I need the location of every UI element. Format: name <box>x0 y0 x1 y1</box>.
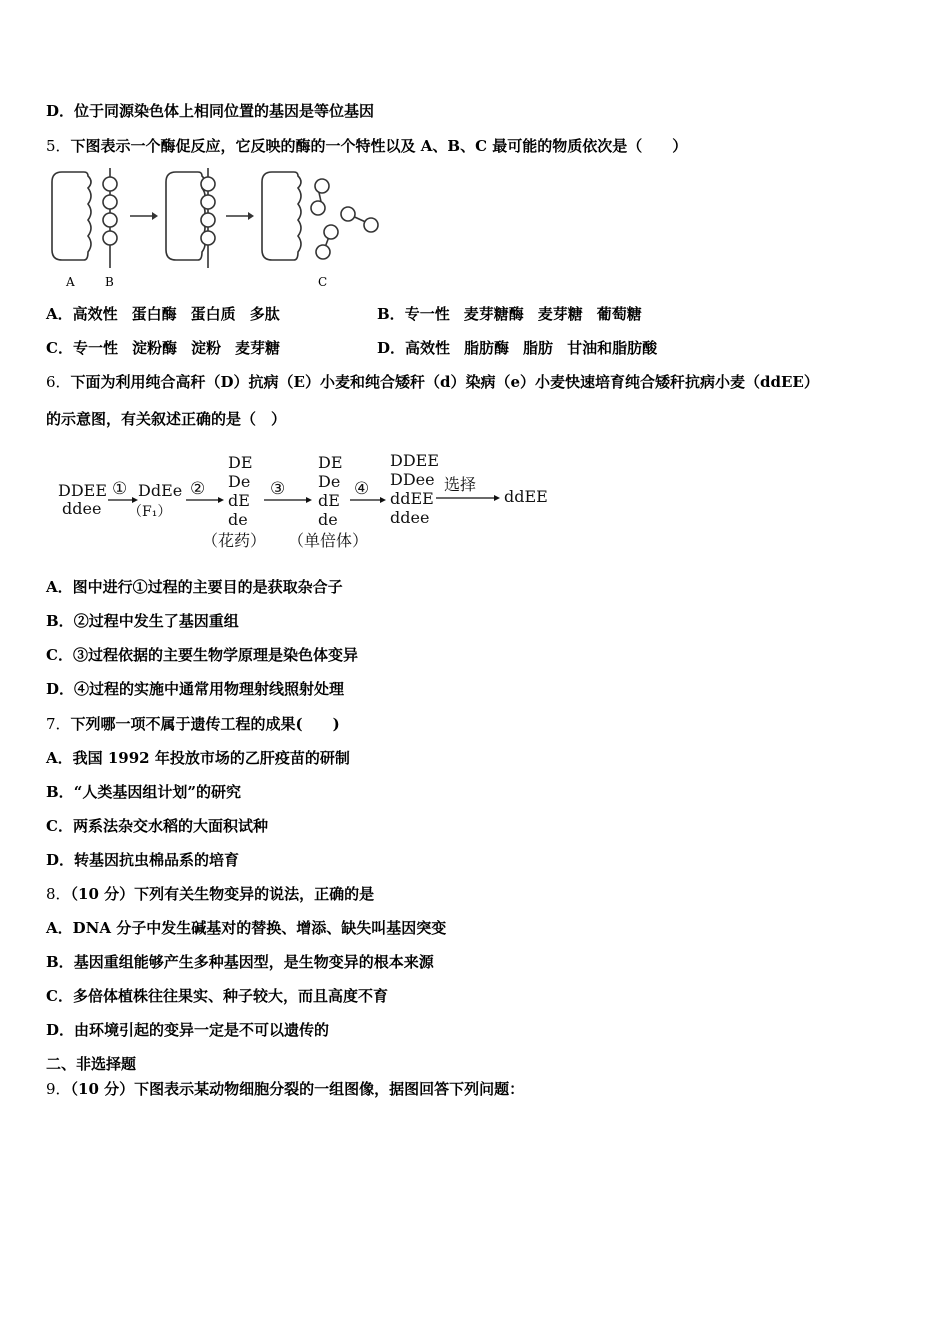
step-1: ① <box>112 479 128 499</box>
option-label: D． <box>377 339 406 357</box>
haploid: De <box>318 472 341 491</box>
product-bead <box>324 225 338 239</box>
option-part: 甘油和脂肪酸 <box>567 339 658 357</box>
option-label: C． <box>46 339 73 357</box>
gamete: DE <box>228 453 253 472</box>
option-label: B． <box>46 783 74 801</box>
option-text: “人类基因组计划”的研究 <box>73 783 241 801</box>
option-text: 转基因抗虫棉品系的培育 <box>74 851 240 869</box>
option-part: 淀粉 <box>190 339 221 357</box>
option-text: 我国 1992 年投放市场的乙肝疫苗的研制 <box>72 749 350 767</box>
result-genotype: ddEE <box>504 487 548 506</box>
option-label: D． <box>46 102 75 120</box>
product-bead <box>364 218 378 232</box>
option-label: A． <box>46 919 73 937</box>
step-2: ② <box>190 479 206 499</box>
question-text: 下图表示一个酶促反应，它反映的酶的一个特性以及 A、B、C 最可能的物质依次是（ ） <box>70 137 688 155</box>
diploid: DDee <box>390 470 435 489</box>
q8-option-d <box>46 1019 329 1041</box>
substrate-bead <box>103 213 117 227</box>
q5-option-b <box>377 303 642 325</box>
option-part: 麦芽糖 <box>235 339 281 357</box>
option-part: 脂肪酶 <box>464 339 510 357</box>
step-4: ④ <box>354 479 370 499</box>
haploid: dE <box>318 491 340 510</box>
q7-option-c <box>46 815 268 837</box>
q5-stem <box>46 135 687 157</box>
gamete: de <box>228 510 248 529</box>
f1-note: （F₁） <box>128 504 172 520</box>
gametes-note: （花药） <box>202 531 267 550</box>
option-part: 高效性 <box>72 305 118 323</box>
q7-option-d <box>46 849 239 871</box>
q7-option-b <box>46 781 241 803</box>
label-a: A <box>66 275 75 289</box>
q8-stem <box>46 883 374 905</box>
q4-option-d <box>46 100 374 122</box>
q8-option-c <box>46 985 388 1007</box>
option-text: ④过程的实施中通常用物理射线照射处理 <box>74 680 345 698</box>
product-bead <box>311 201 325 215</box>
option-part: 多肽 <box>249 305 280 323</box>
f1-genotype: DdEe <box>138 481 183 500</box>
option-part: 专一性 <box>72 339 118 357</box>
q7-stem <box>46 713 340 735</box>
label-c: C <box>318 275 328 289</box>
option-part: 高效性 <box>405 339 451 357</box>
breeding-flow-diagram <box>52 448 562 558</box>
q6-option-a <box>46 576 343 598</box>
option-part: 蛋白酶 <box>131 305 177 323</box>
substrate-bead <box>103 195 117 209</box>
option-label: A． <box>46 749 73 767</box>
option-text: 图中进行①过程的主要目的是获取杂合子 <box>72 578 343 596</box>
q9-stem <box>46 1078 524 1100</box>
q5-option-c <box>46 337 280 359</box>
diploid: ddee <box>390 508 430 527</box>
question-number: 9． <box>46 1080 71 1098</box>
option-part: 淀粉酶 <box>131 339 177 357</box>
q6-stem-line2: 的示意图，有关叙述正确的是（ ） <box>46 410 287 428</box>
haploid: DE <box>318 453 343 472</box>
haploids-note: （单倍体） <box>288 531 369 550</box>
option-label: B． <box>46 953 74 971</box>
option-part: 麦芽糖酶 <box>463 305 524 323</box>
option-label: C． <box>46 646 73 664</box>
option-label: B． <box>46 612 74 630</box>
product-bead <box>316 245 330 259</box>
gamete: dE <box>228 491 250 510</box>
option-label: A． <box>46 305 73 323</box>
q6-option-d <box>46 678 344 700</box>
step-3: ③ <box>270 479 286 499</box>
question-number: 5． <box>46 137 71 155</box>
parent-top: DDEE <box>58 481 108 500</box>
question-number: 8． <box>46 885 71 903</box>
q5-option-d <box>377 337 657 359</box>
option-part: 麦芽糖 <box>537 305 583 323</box>
parent-bottom: ddee <box>62 499 102 518</box>
option-text: 两系法杂交水稻的大面积试种 <box>72 817 268 835</box>
diploid: DDEE <box>390 451 440 470</box>
section-title: 二、非选择题 <box>46 1055 137 1073</box>
option-part: 脂肪 <box>523 339 554 357</box>
question-text: （10 分）下图表示某动物细胞分裂的一组图像，据图回答下列问题： <box>70 1080 525 1098</box>
option-text: 由环境引起的变异一定是不可以遗传的 <box>74 1021 330 1039</box>
substrate-bead <box>103 231 117 245</box>
option-part: 专一性 <box>404 305 450 323</box>
option-part: 蛋白质 <box>190 305 236 323</box>
option-label: D． <box>46 1021 75 1039</box>
enzyme-shape <box>52 172 91 260</box>
option-text: ②过程中发生了基因重组 <box>73 612 239 630</box>
option-text: DNA 分子中发生碱基对的替换、增添、缺失叫基因突变 <box>72 919 447 937</box>
option-text: 位于同源染色体上相同位置的基因是等位基因 <box>74 102 375 120</box>
product-bead <box>341 207 355 221</box>
option-label: B． <box>377 305 405 323</box>
substrate-bead <box>103 177 117 191</box>
gamete: De <box>228 472 251 491</box>
option-text: ③过程依据的主要生物学原理是染色体变异 <box>72 646 358 664</box>
option-text: 基因重组能够产生多种基因型，是生物变异的根本来源 <box>73 953 434 971</box>
q6-option-b <box>46 610 239 632</box>
enzyme-shape <box>166 172 205 260</box>
option-label: D． <box>46 851 75 869</box>
select-label: 选择 <box>444 475 477 494</box>
option-label: D． <box>46 680 75 698</box>
question-number: 6． <box>46 373 71 391</box>
option-label: A． <box>46 578 73 596</box>
enzyme-shape <box>262 172 301 260</box>
q7-option-a <box>46 747 350 769</box>
option-label: C． <box>46 817 73 835</box>
label-b: B <box>105 275 114 289</box>
question-text: 下列哪一项不属于遗传工程的成果( ) <box>70 715 340 733</box>
option-text: 多倍体植株往往果实、种子较大，而且高度不育 <box>72 987 388 1005</box>
option-part: 葡萄糖 <box>596 305 642 323</box>
product-bead <box>315 179 329 193</box>
q6-option-c <box>46 644 358 666</box>
question-number: 7． <box>46 715 71 733</box>
diploid: ddEE <box>390 489 434 508</box>
q5-option-a <box>46 303 280 325</box>
q8-option-b <box>46 951 434 973</box>
q8-option-a <box>46 917 446 939</box>
option-label: C． <box>46 987 73 1005</box>
haploid: de <box>318 510 338 529</box>
question-text: （10 分）下列有关生物变异的说法，正确的是 <box>70 885 375 903</box>
q6-stem-line1 <box>46 371 819 393</box>
enzyme-reaction-diagram <box>44 164 389 294</box>
question-text: 下面为利用纯合高秆（D）抗病（E）小麦和纯合矮秆（d）染病（e）小麦快速培育纯合矮秆抗病小麦（ddEE） <box>70 373 819 391</box>
